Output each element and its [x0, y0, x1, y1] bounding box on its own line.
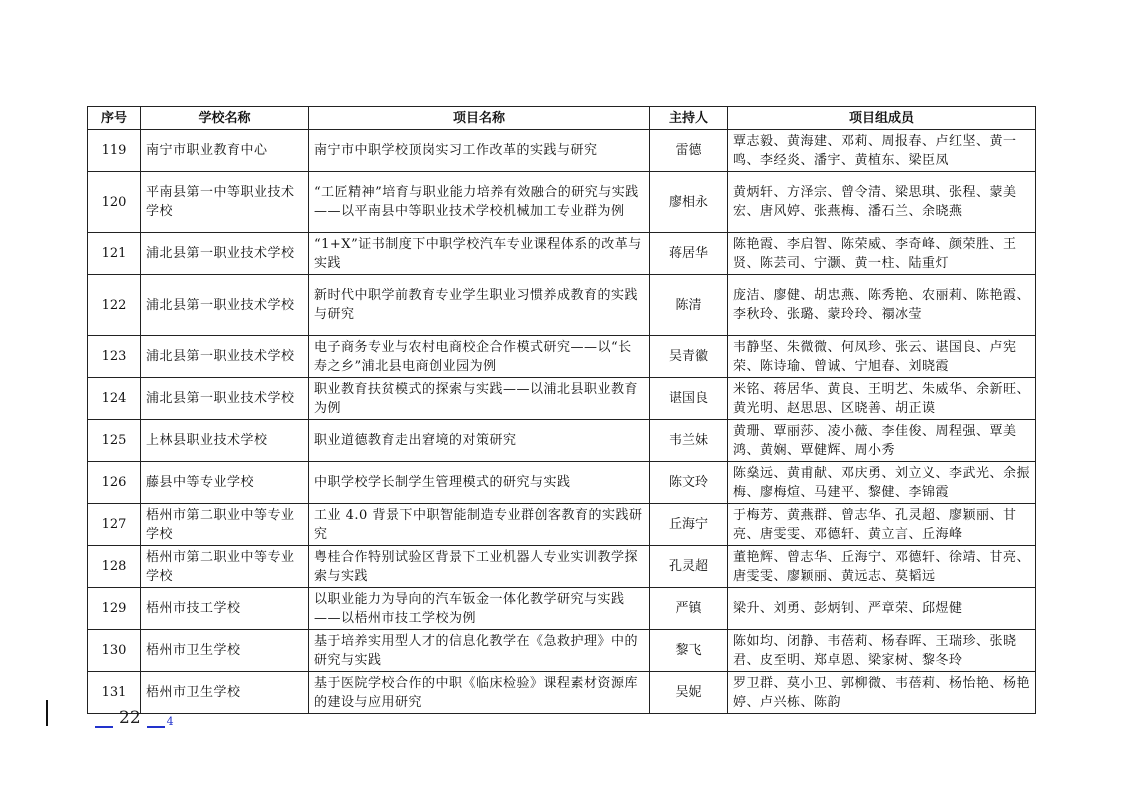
table-header-row [88, 107, 1036, 130]
row-members: 陈如均、闭静、韦蓓莉、杨春晖、王瑞珍、张晓君、皮至明、郑卓恩、梁家树、黎冬玲 [728, 630, 1036, 672]
row-project: 职业道德教育走出窘境的对策研究 [309, 420, 650, 462]
row-host: 吴青徽 [650, 336, 728, 378]
header-school: 学校名称 [141, 107, 309, 130]
row-members: 陈艳霞、李启智、陈荣威、李奇峰、颜荣胜、王贤、陈芸司、宁灏、黄一柱、陆重灯 [728, 233, 1036, 275]
table-row [88, 588, 1036, 630]
row-host: 谌国良 [650, 378, 728, 420]
row-members: 韦静坚、朱微微、何凤珍、张云、谌国良、卢宪荣、陈诗瑜、曾诚、宁旭春、刘晓霞 [728, 336, 1036, 378]
row-num: 126 [88, 462, 141, 504]
row-num: 128 [88, 546, 141, 588]
row-project: 基于医院学校合作的中职《临床检验》课程素材资源库的建设与应用研究 [309, 672, 650, 714]
row-host: 雷德 [650, 130, 728, 172]
row-host: 黎飞 [650, 630, 728, 672]
row-project: 粤桂合作特别试验区背景下工业机器人专业实训教学探索与实践 [309, 546, 650, 588]
row-project: 新时代中职学前教育专业学生职业习惯养成教育的实践与研究 [309, 275, 650, 336]
footer-dash-left [95, 712, 113, 728]
row-host: 蒋居华 [650, 233, 728, 275]
page-number: 22 [119, 708, 141, 728]
row-project: 以职业能力为导向的汽车钣金一体化教学研究与实践——以梧州市技工学校为例 [309, 588, 650, 630]
row-host: 丘海宁 [650, 504, 728, 546]
row-members: 于梅芳、黄燕群、曾志华、孔灵超、廖颖丽、甘亮、唐雯雯、邓德轩、黄立言、丘海峰 [728, 504, 1036, 546]
table-row [88, 672, 1036, 714]
row-members: 陈燊远、黄甫献、邓庆勇、刘立义、李武光、余振梅、廖梅煊、马建平、黎健、李锦霞 [728, 462, 1036, 504]
row-school: 平南县第一中等职业技术学校 [141, 172, 309, 233]
row-host: 廖相永 [650, 172, 728, 233]
row-members: 董艳辉、曾志华、丘海宁、邓德轩、徐靖、甘亮、唐雯雯、廖颖丽、黄远志、莫韬远 [728, 546, 1036, 588]
row-school: 上林县职业技术学校 [141, 420, 309, 462]
row-num: 122 [88, 275, 141, 336]
row-members: 黄炳轩、方泽宗、曾令清、梁思琪、张程、蒙美宏、唐风婷、张燕梅、潘石兰、余晓燕 [728, 172, 1036, 233]
row-num: 119 [88, 130, 141, 172]
row-school: 浦北县第一职业技术学校 [141, 275, 309, 336]
row-school: 梧州市第二职业中等专业学校 [141, 504, 309, 546]
page-footer [95, 704, 174, 728]
table-row [88, 275, 1036, 336]
row-school: 梧州市卫生学校 [141, 630, 309, 672]
header-host: 主持人 [650, 107, 728, 130]
row-project: 中职学校学长制学生管理模式的研究与实践 [309, 462, 650, 504]
row-school: 浦北县第一职业技术学校 [141, 233, 309, 275]
row-num: 129 [88, 588, 141, 630]
row-host: 严镇 [650, 588, 728, 630]
row-host: 陈清 [650, 275, 728, 336]
row-num: 124 [88, 378, 141, 420]
row-project: 职业教育扶贫模式的探索与实践——以浦北县职业教育为例 [309, 378, 650, 420]
row-members: 黄珊、覃丽莎、凌小薇、李佳俊、周程强、覃美鸿、黄娴、覃健辉、周小秀 [728, 420, 1036, 462]
table-row [88, 462, 1036, 504]
table-row [88, 233, 1036, 275]
row-host: 陈文玲 [650, 462, 728, 504]
row-num: 123 [88, 336, 141, 378]
row-host: 吴妮 [650, 672, 728, 714]
table-row [88, 420, 1036, 462]
row-num: 127 [88, 504, 141, 546]
table-row [88, 172, 1036, 233]
row-num: 121 [88, 233, 141, 275]
row-school: 藤县中等专业学校 [141, 462, 309, 504]
table-row [88, 630, 1036, 672]
row-project: “工匠精神”培育与职业能力培养有效融合的研究与实践——以平南县中等职业技术学校机械加工专业群为例 [309, 172, 650, 233]
row-members: 庞洁、廖健、胡忠燕、陈秀艳、农丽莉、陈艳霞、李秋玲、张璐、蒙玲玲、禤冰莹 [728, 275, 1036, 336]
table-row [88, 130, 1036, 172]
row-num: 131 [88, 672, 141, 714]
row-host: 韦兰妹 [650, 420, 728, 462]
row-school: 浦北县第一职业技术学校 [141, 378, 309, 420]
header-members: 项目组成员 [728, 107, 1036, 130]
row-project: “1+X”证书制度下中职学校汽车专业课程体系的改革与实践 [309, 233, 650, 275]
row-school: 梧州市技工学校 [141, 588, 309, 630]
header-project: 项目名称 [309, 107, 650, 130]
table-row [88, 504, 1036, 546]
row-project: 电子商务专业与农村电商校企合作模式研究——以“长寿之乡”浦北县电商创业园为例 [309, 336, 650, 378]
row-project: 工业 4.0 背景下中职智能制造专业群创客教育的实践研究 [309, 504, 650, 546]
row-host: 孔灵超 [650, 546, 728, 588]
footer-mark: 4 [166, 715, 174, 728]
row-school: 梧州市第二职业中等专业学校 [141, 546, 309, 588]
row-num: 125 [88, 420, 141, 462]
row-project: 南宁市中职学校顶岗实习工作改革的实践与研究 [309, 130, 650, 172]
row-school: 南宁市职业教育中心 [141, 130, 309, 172]
table-row [88, 378, 1036, 420]
table-row [88, 336, 1036, 378]
header-num: 序号 [88, 107, 141, 130]
project-table [87, 106, 1036, 714]
row-num: 130 [88, 630, 141, 672]
margin-rule [46, 700, 48, 726]
footer-dash-right [147, 712, 165, 728]
row-members: 米铭、蒋居华、黄良、王明艺、朱威华、余新旺、黄光明、赵思思、区晓善、胡正谟 [728, 378, 1036, 420]
table-row [88, 546, 1036, 588]
row-members: 罗卫群、莫小卫、郭柳微、韦蓓莉、杨怡艳、杨艳婷、卢兴栋、陈韵 [728, 672, 1036, 714]
row-num: 120 [88, 172, 141, 233]
row-project: 基于培养实用型人才的信息化教学在《急救护理》中的研究与实践 [309, 630, 650, 672]
row-members: 覃志毅、黄海建、邓莉、周报春、卢红坚、黄一鸣、李经炎、潘宇、黄植东、梁臣凤 [728, 130, 1036, 172]
row-school: 梧州市卫生学校 [141, 672, 309, 714]
row-school: 浦北县第一职业技术学校 [141, 336, 309, 378]
row-members: 梁升、刘勇、彭炳钊、严章荣、邱煜健 [728, 588, 1036, 630]
